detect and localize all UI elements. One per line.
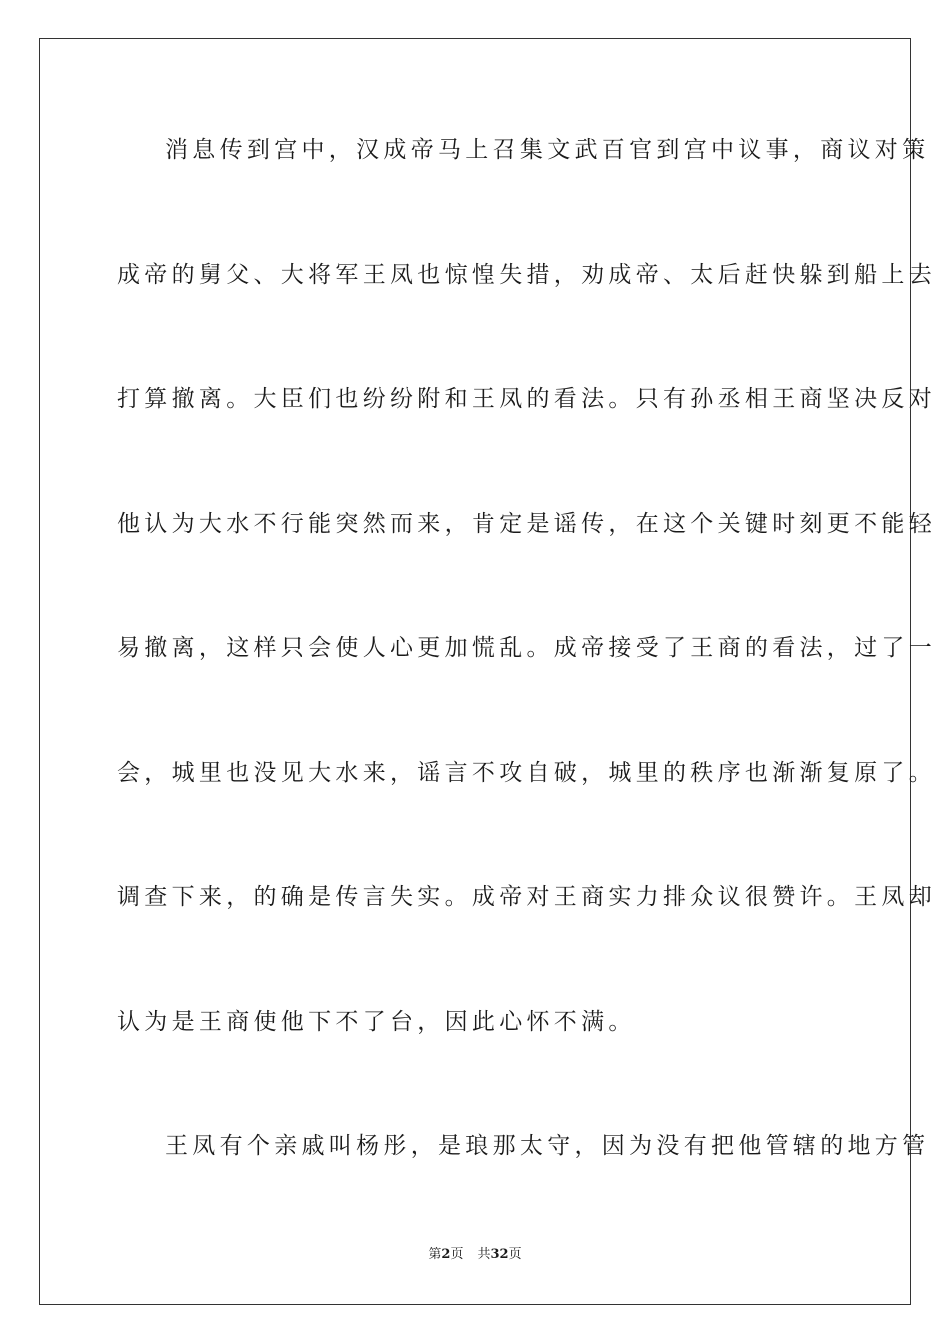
footer-total-suffix: 页 xyxy=(508,1247,522,1262)
text-line-4: 他认为大水不行能突然而来，肯定是谣传，在这个关键时刻更不能轻 xyxy=(117,511,936,537)
footer-page-number: 2 xyxy=(441,1247,451,1262)
footer-page-suffix: 页 xyxy=(450,1247,464,1262)
page-border xyxy=(39,38,936,1305)
footer-total-pages: 32 xyxy=(490,1247,509,1262)
text-line-2: 成帝的舅父、大将军王凤也惊惶失措，劝成帝、太后赶快躲到船上去 xyxy=(117,262,936,288)
page-footer xyxy=(0,1246,950,1264)
text-line-1: 消息传到宫中，汉成帝马上召集文武百官到宫中议事，商议对策 xyxy=(165,137,930,163)
text-line-5: 易撤离，这样只会使人心更加慌乱。成帝接受了王商的看法，过了一 xyxy=(117,635,936,661)
text-line-7: 调查下来，的确是传言失实。成帝对王商实力排众议很赞许。王凤却 xyxy=(117,884,936,910)
text-line-8: 认为是王商使他下不了台，因此心怀不满。 xyxy=(117,1009,636,1035)
footer-total-prefix: 共 xyxy=(477,1247,491,1262)
text-line-3: 打算撤离。大臣们也纷纷附和王凤的看法。只有孙丞相王商坚决反对 xyxy=(117,386,936,412)
text-line-9: 王凤有个亲戚叫杨彤，是琅那太守，因为没有把他管辖的地方管 xyxy=(165,1133,930,1159)
text-line-6: 会，城里也没见大水来，谣言不攻自破，城里的秩序也渐渐复原了。 xyxy=(117,760,936,786)
footer-page-prefix: 第 xyxy=(428,1247,442,1262)
